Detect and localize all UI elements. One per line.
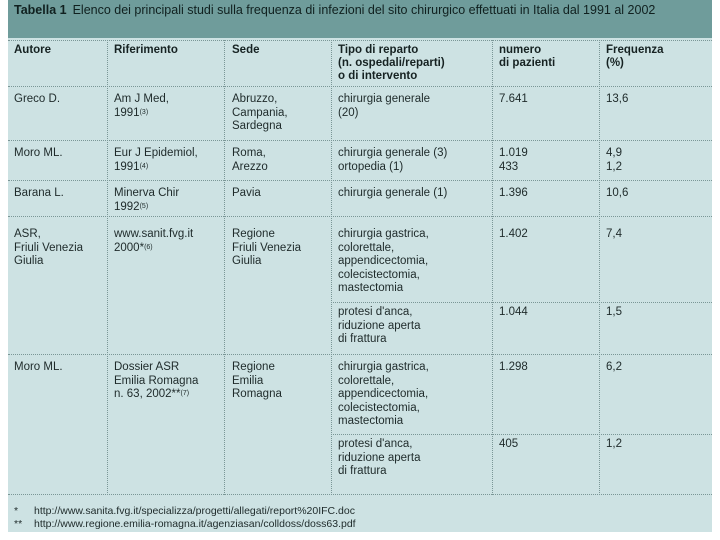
table-cell-tipo: protesi d'anca, riduzione aperta di frattura <box>338 438 421 477</box>
table-cell-pazienti: 1.044 <box>499 306 528 318</box>
footnote-link[interactable]: http://www.sanita.fvg.it/specializza/progetti/allegati/report%20IFC.doc <box>34 505 355 517</box>
table-title-bar <box>8 0 712 38</box>
table-cell-sede: Regione Friuli Venezia Giulia <box>232 228 302 267</box>
header-frequenza <box>606 44 664 70</box>
table-cell-autore: ASR, Friuli Venezia Giulia <box>14 228 84 267</box>
table-cell-autore: Greco D. <box>14 93 61 105</box>
table-cell-sede: Regione Emilia Romagna <box>232 361 282 400</box>
table-cell-frequenza: 1,2 <box>606 438 622 450</box>
table-cell-pazienti: 1.019 433 <box>499 147 528 173</box>
table-cell-sede: Pavia <box>232 187 261 199</box>
table-cell-tipo: chirurgia gastrica, colorettale, appendicectomia, colecistectomia, mastectomia <box>338 228 429 294</box>
table-cell-frequenza: 10,6 <box>606 187 629 199</box>
table-cell-autore: Barana L. <box>14 187 64 199</box>
header-pazienti <box>499 44 555 70</box>
reference-number: (4) <box>139 162 149 170</box>
row-divider <box>8 180 712 181</box>
reference-number: (6) <box>144 243 153 251</box>
sub-row-divider <box>331 302 712 303</box>
table-cell-tipo: chirurgia gastrica, colorettale, appendicectomia, colecistectomia, mastectomia <box>338 361 429 427</box>
table-cell-riferimento: www.sanit.fvg.it 2000*$^{(6)}$ <box>114 228 194 254</box>
footnote-mark: * <box>14 505 19 517</box>
header-frequenza-line: (%) <box>606 57 624 69</box>
table-cell-tipo: chirurgia generale (20) <box>338 93 431 119</box>
reference-number: (7) <box>180 390 190 397</box>
row-divider <box>8 86 712 87</box>
footnote <box>14 505 355 518</box>
table-cell-pazienti: 405 <box>499 438 519 450</box>
table-cell-frequenza: 1,5 <box>606 306 622 318</box>
table-cell-frequenza: 7,4 <box>606 228 622 240</box>
table-cell-riferimento: Minerva Chir 1992$^{(5)}$ <box>114 187 180 213</box>
table-cell-autore: Moro ML. <box>14 361 63 373</box>
footnote-mark: ** <box>14 518 23 530</box>
column-divider <box>331 40 332 495</box>
table-label: Tabella 1 <box>14 3 67 17</box>
header-tipo-line: o di intervento <box>338 70 418 82</box>
table-cell-pazienti: 1.396 <box>499 187 528 199</box>
row-divider <box>8 40 712 41</box>
column-divider <box>492 40 493 495</box>
column-divider <box>224 40 225 495</box>
reference-number: (3) <box>139 108 149 116</box>
row-divider <box>8 216 712 217</box>
header-autore: Autore <box>14 44 52 56</box>
table-cell-riferimento: Dossier ASR Emilia Romagna n. 63, 2002**$^{(7)}$ <box>114 361 199 400</box>
table-cell-tipo: protesi d'anca, riduzione aperta di frattura <box>338 306 421 345</box>
column-divider <box>107 40 108 495</box>
row-divider <box>8 494 712 495</box>
table-cell-frequenza: 13,6 <box>606 93 629 105</box>
reference-number: (5) <box>139 202 149 210</box>
sub-row-divider <box>331 434 712 435</box>
header-tipo-line: (n. ospedali/reparti) <box>338 57 445 69</box>
table-cell-tipo: chirurgia generale (3) ortopedia (1) <box>338 147 448 173</box>
header-tipo-line: Tipo di reparto <box>338 44 419 56</box>
header-riferimento: Riferimento <box>114 44 178 56</box>
table-caption: Elenco dei principali studi sulla frequenza di infezioni del sito chirurgico effettuati in Italia dal 1991 al 2002 <box>72 3 656 17</box>
table-cell-pazienti: 1.402 <box>499 228 528 240</box>
table-cell-frequenza: 6,2 <box>606 361 622 373</box>
table-cell-sede: Roma, Arezzo <box>232 147 268 173</box>
header-sede: Sede <box>232 44 260 56</box>
table-cell-riferimento: Eur J Epidemiol, 1991$^{(4)}$ <box>114 147 198 173</box>
table-cell-tipo: chirurgia generale (1) <box>338 187 448 199</box>
table-cell-riferimento: Am J Med, 1991$^{(3)}$ <box>114 93 169 119</box>
table-cell-autore: Moro ML. <box>14 147 63 159</box>
header-tipo <box>338 44 445 83</box>
column-divider <box>599 40 600 495</box>
table-cell-frequenza: 4,9 1,2 <box>606 147 622 173</box>
table-cell-pazienti: 7.641 <box>499 93 528 105</box>
table-cell-pazienti: 1.298 <box>499 361 528 373</box>
footnote-link[interactable]: http://www.regione.emilia-romagna.it/agenziasan/colldoss/doss63.pdf <box>34 518 356 530</box>
row-divider <box>8 140 712 141</box>
footnote <box>14 518 356 531</box>
header-frequenza-line: Frequenza <box>606 44 664 56</box>
table-cell-sede: Abruzzo, Campania, Sardegna <box>232 93 288 132</box>
row-divider <box>8 354 712 355</box>
header-pazienti-line: di pazienti <box>499 57 556 69</box>
header-pazienti-line: numero <box>499 44 542 56</box>
